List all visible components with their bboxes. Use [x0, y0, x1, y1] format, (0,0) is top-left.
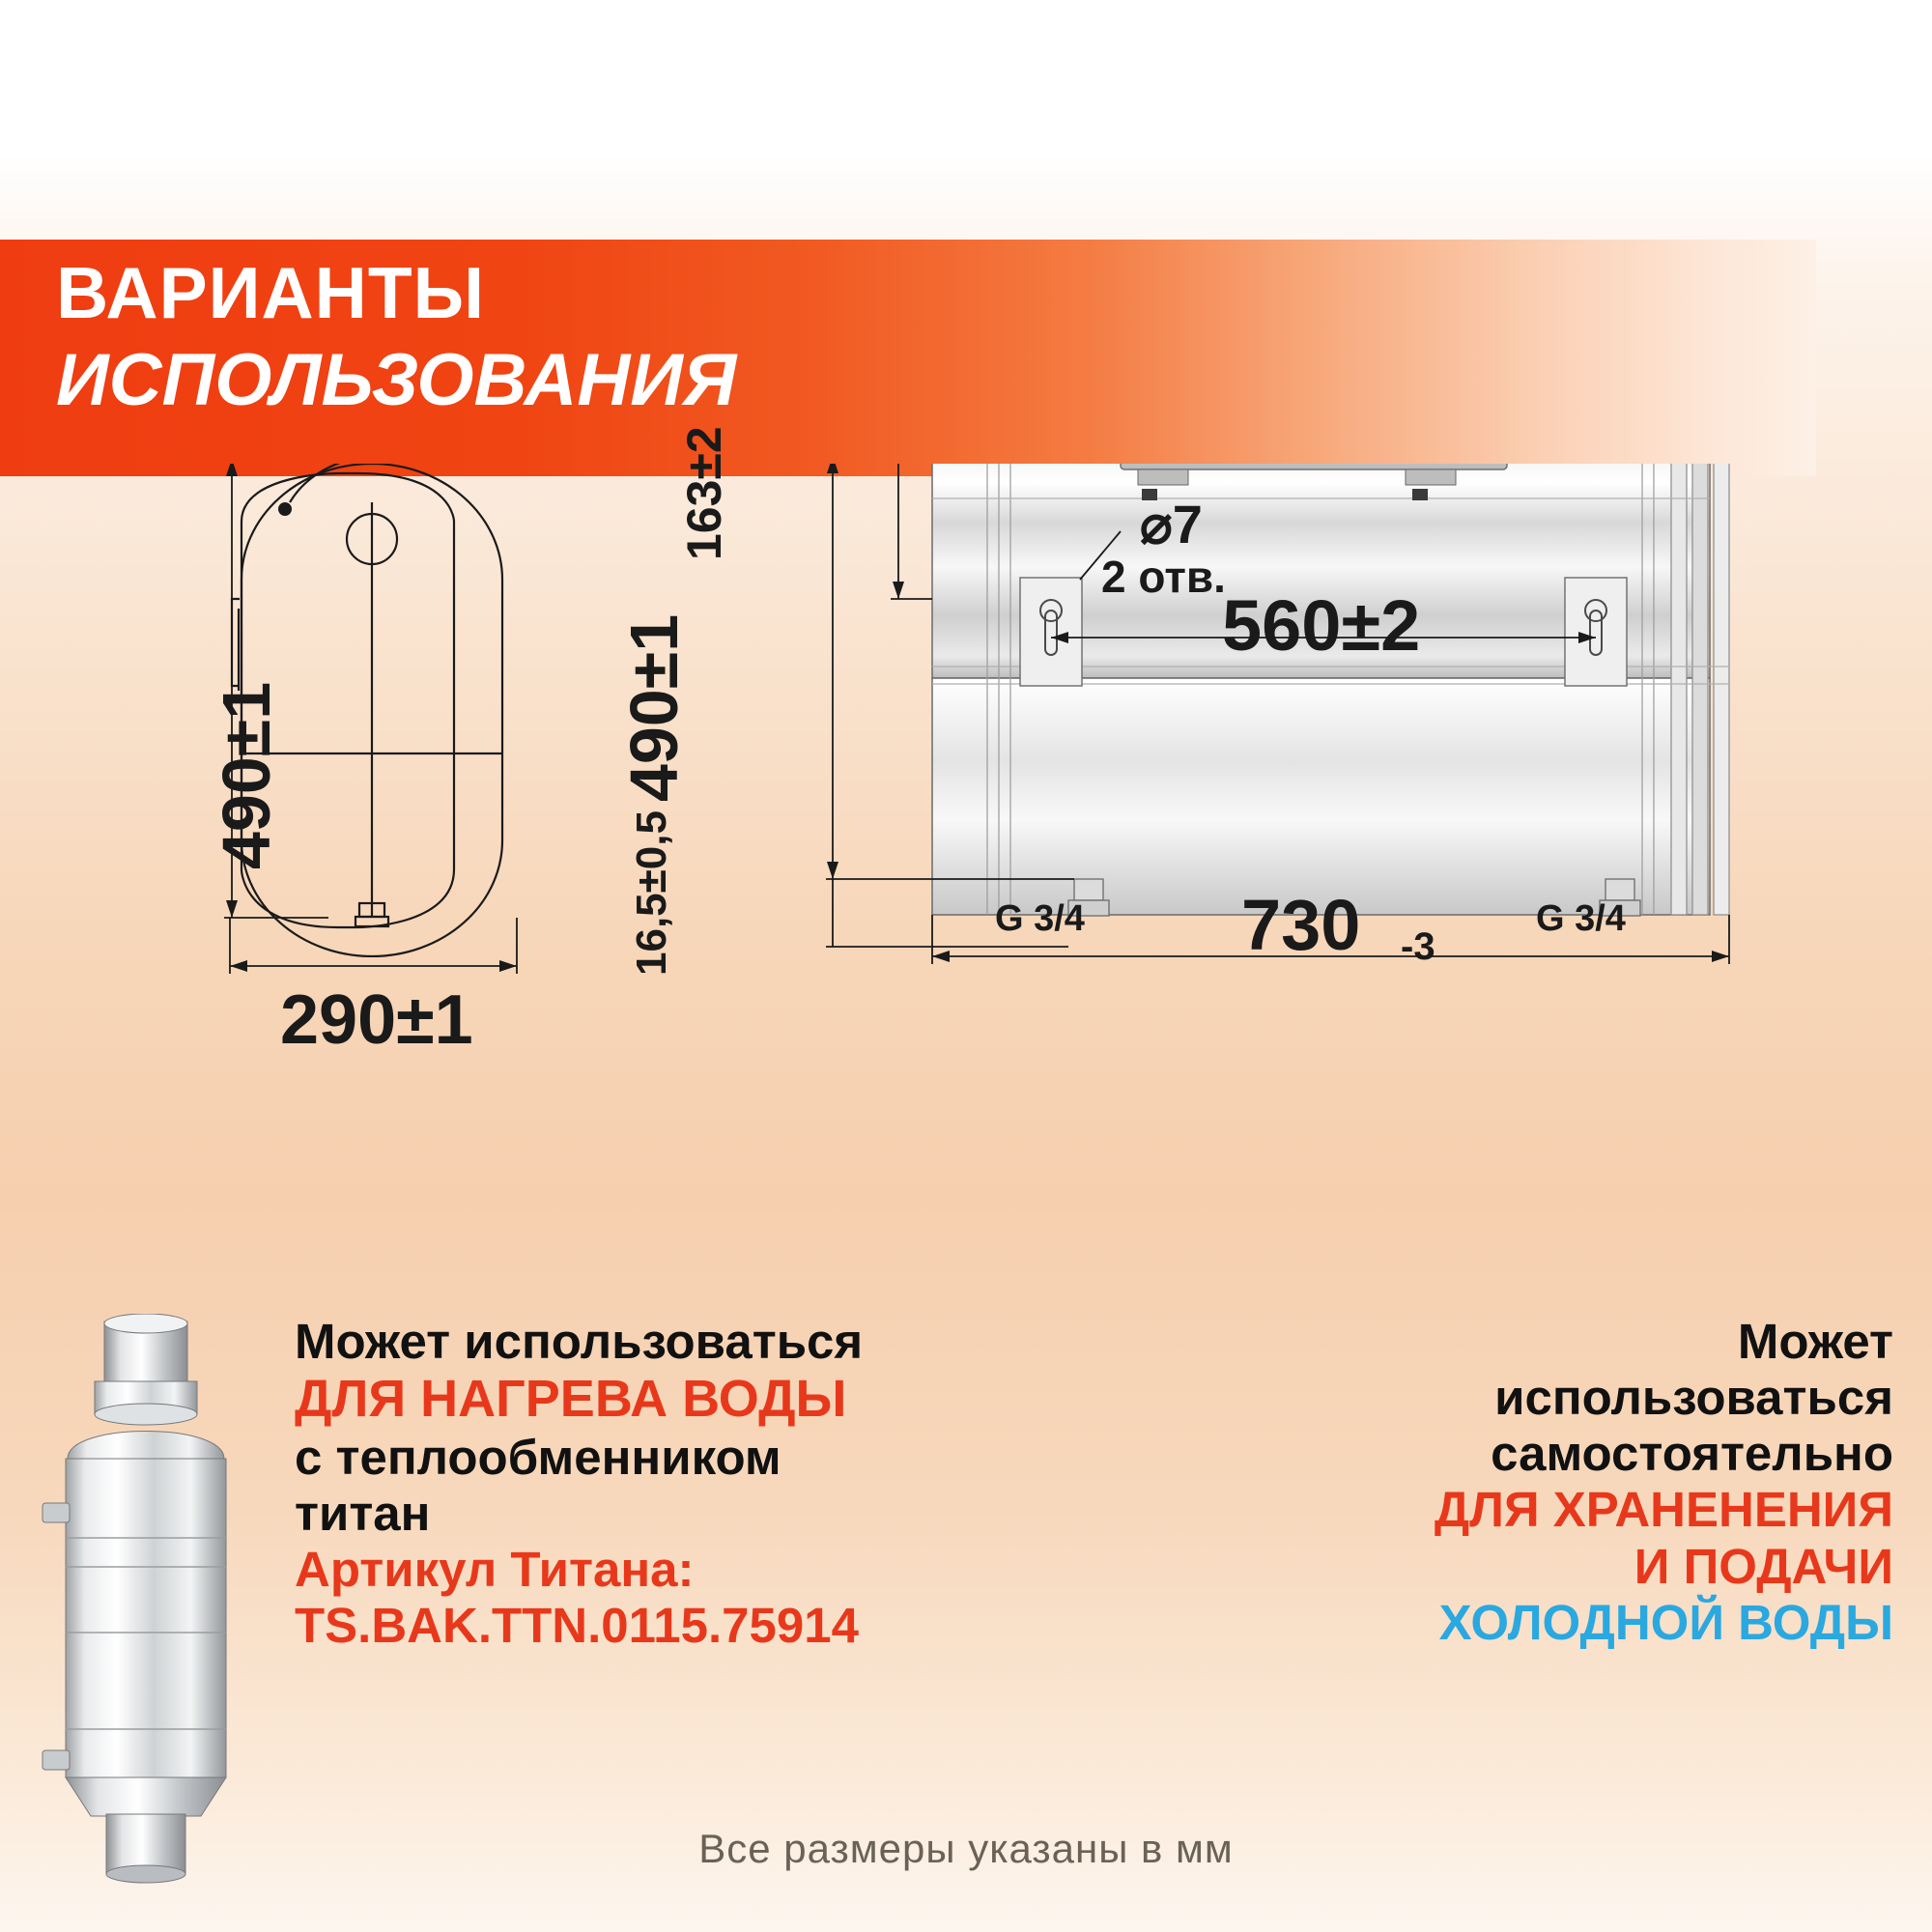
usage-block-cold-water [1198, 1314, 1893, 1651]
left-line-5: Артикул Титана: [295, 1541, 695, 1597]
dim-total-length: 730 [1241, 885, 1361, 965]
left-line-4: титан [295, 1485, 431, 1541]
banner-title-line2: ИСПОЛЬЗОВАНИЯ [56, 339, 737, 421]
usage-block-water-heating [295, 1314, 1067, 1654]
dim-left-width: 290±1 [280, 981, 473, 1059]
dim-total-length-tolerance: -3 [1401, 925, 1435, 968]
dim-foot-height: 16,5±0,5 [628, 810, 675, 976]
right-line-6: ХОЛОДНОЙ ВОДЫ [1438, 1594, 1893, 1650]
thread-label-right: G 3/4 [1536, 898, 1626, 939]
footnote-units: Все размеры указаны в мм [698, 1826, 1234, 1871]
thread-label-left: G 3/4 [995, 898, 1085, 939]
left-line-6-article: TS.BAK.TTN.0115.75914 [295, 1598, 859, 1654]
dim-lid-width: 560±2 [1222, 585, 1421, 666]
left-line-1: Может использоваться [295, 1314, 864, 1369]
right-line-2: использоваться [1494, 1370, 1893, 1426]
dim-lid-height: 163±2 [677, 426, 731, 560]
right-line-5: И ПОДАЧИ [1634, 1538, 1893, 1594]
technical-drawing [0, 426, 1932, 1314]
product-photo-svg [39, 1314, 309, 1893]
dim-left-height: 490±1 [209, 681, 284, 869]
dim-hole-count: 2 отв. [1101, 552, 1226, 602]
right-line-3: самостоятельно [1491, 1426, 1893, 1482]
dim-body-height: 490±1 [616, 613, 692, 802]
left-line-2: ДЛЯ НАГРЕВА ВОДЫ [295, 1370, 847, 1429]
header-banner [0, 240, 1816, 476]
dim-hole-diameter: ⌀7 [1140, 494, 1203, 554]
product-photo-titan [39, 1314, 309, 1893]
left-line-3: с теплообменником [295, 1429, 781, 1485]
right-line-4: ДЛЯ ХРАНЕНЕНИЯ [1434, 1482, 1893, 1538]
right-line-1: Может [1737, 1314, 1893, 1369]
drawing-svg [0, 464, 1932, 1314]
banner-title-line1: ВАРИАНТЫ [56, 252, 486, 333]
